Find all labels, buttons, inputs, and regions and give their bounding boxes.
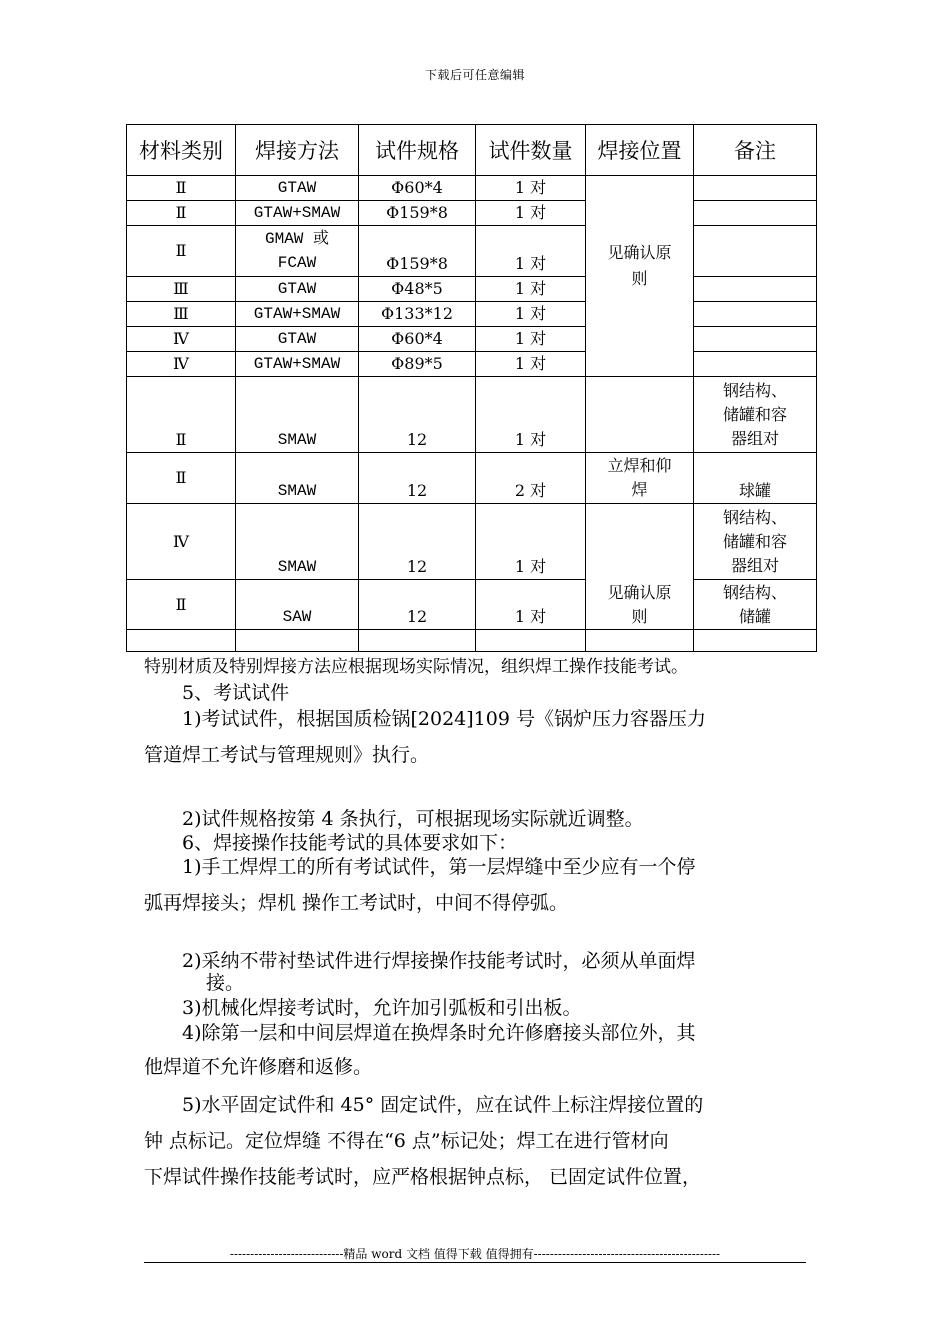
header-specimen-spec: 试件规格 <box>359 125 476 176</box>
cell-category: Ⅱ <box>127 201 236 226</box>
cell-note <box>694 176 817 201</box>
position-line-1: 见确认原 <box>607 243 672 262</box>
cell-spec: Φ48*5 <box>359 277 476 302</box>
section-5-1-line-1: 1)考试试件，根据国质检锅[2024]109 号《锅炉压力容器压力 <box>182 708 706 730</box>
cell-empty <box>694 630 817 652</box>
note-line-1: 钢结构、 <box>722 380 787 400</box>
cell-note <box>694 277 817 302</box>
cell-category: Ⅱ <box>127 176 236 201</box>
method-line-1: GMAW 或 <box>264 230 329 248</box>
section-6-5-line-1: 5)水平固定试件和 45° 固定试件，应在试件上标注焊接位置的 <box>182 1094 704 1116</box>
welding-test-table <box>126 124 817 652</box>
cell-spec: Φ159*8 <box>359 201 476 226</box>
section-5-2: 2)试件规格按第 4 条执行，可根据现场实际就近调整。 <box>182 808 644 830</box>
section-5-title: 5、考试试件 <box>182 682 290 704</box>
cell-empty <box>127 630 236 652</box>
table-row <box>127 176 817 201</box>
cell-empty <box>359 630 476 652</box>
position-line-2: 则 <box>631 269 648 288</box>
cell-note <box>694 352 817 377</box>
cell-empty <box>586 630 694 652</box>
note-line-3: 器组对 <box>730 428 779 448</box>
cell-category: Ⅱ <box>127 580 236 630</box>
cell-qty: 1 对 <box>476 352 586 377</box>
cell-qty: 1 对 <box>476 327 586 352</box>
cell-method: SMAW <box>236 453 359 504</box>
cell-qty: 1 对 <box>476 176 586 201</box>
cell-position <box>586 377 694 453</box>
cell-note: 球罐 <box>694 453 817 504</box>
header-material-category: 材料类别 <box>127 125 236 176</box>
section-6-4-line-2: 他焊道不允许修磨和返修。 <box>144 1056 373 1078</box>
section-6-1-line-2: 弧再焊接头；焊机 操作工考试时，中间不得停弧。 <box>144 892 569 914</box>
cell-spec: 12 <box>359 377 476 453</box>
section-5-1-line-2: 管道焊工考试与管理规则》执行。 <box>144 744 430 766</box>
cell-method: GTAW <box>236 327 359 352</box>
cell-qty: 1 对 <box>476 377 586 453</box>
position-line-1: 见确认原 <box>607 583 672 602</box>
cell-method: GTAW <box>236 277 359 302</box>
note-line-2: 储罐和容 <box>722 531 787 551</box>
position-line-1: 立焊和仰 <box>607 456 672 475</box>
cell-spec: Φ159*8 <box>359 226 476 277</box>
cell-method: GTAW+SMAW <box>236 302 359 327</box>
header-note: 下载后可任意编辑 <box>424 68 525 82</box>
table-row-empty <box>127 630 817 652</box>
cell-category: Ⅱ <box>127 453 236 504</box>
cell-method: GTAW+SMAW <box>236 201 359 226</box>
cell-qty: 1 对 <box>476 504 586 580</box>
cell-qty: 1 对 <box>476 277 586 302</box>
section-6-5-line-3: 下焊试件操作技能考试时，应严格根据钟点标， 已固定试件位置， <box>144 1166 702 1188</box>
section-6-4-line-1: 4)除第一层和中间层焊道在换焊条时允许修磨接头部位外，其 <box>182 1022 696 1044</box>
footer-note: ----------------------------精品 word 文档 值得下载 值得拥有---------------------------------------------- <box>229 1247 721 1261</box>
cell-spec: Φ60*4 <box>359 327 476 352</box>
table-row <box>127 327 817 352</box>
cell-category: Ⅳ <box>127 504 236 580</box>
cell-method <box>236 226 359 277</box>
cell-note <box>694 327 817 352</box>
cell-note <box>694 580 817 630</box>
table-row <box>127 580 817 630</box>
cell-method: GTAW <box>236 176 359 201</box>
cell-qty: 1 对 <box>476 302 586 327</box>
table-row <box>127 352 817 377</box>
cell-empty <box>476 630 586 652</box>
table-header-row <box>127 125 817 176</box>
cell-qty: 1 对 <box>476 226 586 277</box>
cell-category: Ⅲ <box>127 302 236 327</box>
table-row <box>127 504 817 580</box>
table-row <box>127 226 817 277</box>
section-6-1-line-1: 1)手工焊焊工的所有考试试件，第一层焊缝中至少应有一个停 <box>182 856 696 878</box>
table-row <box>127 277 817 302</box>
note-line-1: 钢结构、 <box>722 582 787 602</box>
cell-qty: 2 对 <box>476 453 586 504</box>
table-row <box>127 201 817 226</box>
section-6-3: 3)机械化焊接考试时，允许加引弧板和引出板。 <box>182 997 582 1019</box>
header-remarks: 备注 <box>694 125 817 176</box>
section-6-2-line-1: 2)采纳不带衬垫试件进行焊接操作技能考试时，必须从单面焊 <box>182 950 696 972</box>
method-line-2: FCAW <box>277 254 317 272</box>
cell-spec: 12 <box>359 453 476 504</box>
header-welding-position: 焊接位置 <box>586 125 694 176</box>
cell-method: GTAW+SMAW <box>236 352 359 377</box>
section-6-2-line-2: 接。 <box>206 972 245 994</box>
cell-method: SAW <box>236 580 359 630</box>
header-specimen-qty: 试件数量 <box>476 125 586 176</box>
table-row <box>127 377 817 453</box>
cell-spec: Φ60*4 <box>359 176 476 201</box>
cell-qty: 1 对 <box>476 580 586 630</box>
cell-empty <box>236 630 359 652</box>
cell-spec: Φ133*12 <box>359 302 476 327</box>
cell-note <box>694 201 817 226</box>
position-line-2: 则 <box>631 607 648 626</box>
cell-method: SMAW <box>236 377 359 453</box>
note-line-2: 储罐和容 <box>722 404 787 424</box>
cell-note <box>694 226 817 277</box>
note-line-2: 储罐 <box>738 606 771 626</box>
position-line-2: 焊 <box>631 480 648 499</box>
header-welding-method: 焊接方法 <box>236 125 359 176</box>
section-6-title: 6、焊接操作技能考试的具体要求如下： <box>182 832 518 854</box>
cell-note <box>694 377 817 453</box>
footer-divider <box>144 1262 806 1263</box>
cell-spec: Φ89*5 <box>359 352 476 377</box>
cell-position-group <box>586 176 694 377</box>
cell-category: Ⅲ <box>127 277 236 302</box>
special-note: 特别材质及特别焊接方法应根据现场实际情况，组织焊工操作技能考试。 <box>144 657 688 677</box>
cell-category: Ⅱ <box>127 226 236 277</box>
cell-note <box>694 504 817 580</box>
cell-note <box>694 302 817 327</box>
note-line-1: 钢结构、 <box>722 507 787 527</box>
cell-spec: 12 <box>359 580 476 630</box>
cell-qty: 1 对 <box>476 201 586 226</box>
section-6-5-line-2: 钟 点标记。定位焊缝 不得在“6 点”标记处；焊工在进行管材向 <box>144 1130 669 1152</box>
cell-category: Ⅳ <box>127 352 236 377</box>
cell-category: Ⅱ <box>127 377 236 453</box>
cell-spec: 12 <box>359 504 476 580</box>
cell-method: SMAW <box>236 504 359 580</box>
cell-position <box>586 453 694 504</box>
cell-category: Ⅳ <box>127 327 236 352</box>
table-row <box>127 453 817 504</box>
table-row <box>127 302 817 327</box>
cell-position <box>586 504 694 630</box>
note-line-3: 器组对 <box>730 555 779 575</box>
